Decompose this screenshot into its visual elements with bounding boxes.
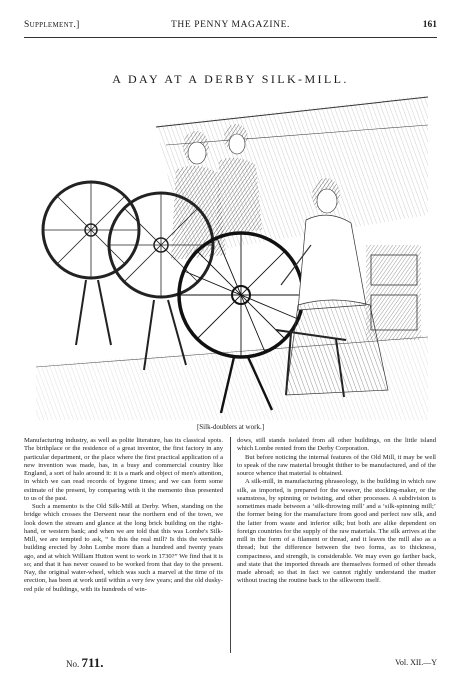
issue-number-label: No. (66, 659, 80, 669)
paragraph-windows: dows, still stands isolated from all other buildings, on the little island which Lombe rented from the Derby Corporation. (237, 437, 436, 453)
paragraph-manufacturing: Manufacturing industry, as well as polite literature, has its classical spots. The birthplace or the residence of a great inventor, the first factory in any particular department, or the place where the first practical application of a new invention was made, has, in a busy and commercial country like England, a sort of halo around it: it is a mark and object of men's attention, in which we can read records of bygone times; and we can form some estimate of the present, by comparing with it the memento thus presented to us of the past. (24, 437, 223, 502)
page-footer (24, 655, 437, 671)
page-header (24, 20, 437, 34)
issue-number-value: 711. (81, 655, 104, 670)
page-number: 161 (422, 20, 437, 30)
supplement-label: Supplement.] (24, 20, 80, 30)
paragraph-memento: Such a memento is the Old Silk-Mill at Derby. When, standing on the bridge which crosses the Derwent near the northern end of the town, we look down the stream and glance at the long brick building on the right-hand, or western bank; and when we are told that this was Lombe's Silk-Mill, we are tempted to ask, “ Is this the real mill? Is this the veritable building erected by John Lombe more than a hundred and twenty years ago, and at which William Hutton went to work in 1730?” We find that it is so; and that it has never ceased to be worked from that day to the present. Nay, the original water-wheel, which was such a marvel at the time of its erection, has been at work until within a very few years; and the old dusky-red pile of buildings, with its hundreds of win- (24, 503, 223, 593)
paragraph-raw-material: But before noticing the internal features of the Old Mill, it may be well to speak of the raw material brought thither to be manufactured, and of the source whence that material is obtained. (237, 453, 436, 477)
article-title: A DAY AT A DERBY SILK-MILL. (112, 72, 349, 86)
volume-label: Vol. XII.—Y (395, 658, 437, 667)
column-divider (230, 437, 231, 653)
issue-number (66, 655, 104, 671)
header-rule (24, 37, 437, 38)
magazine-title: THE PENNY MAGAZINE. (171, 20, 290, 30)
paragraph-silk-mill: A silk-mill, in manufacturing phraseology, is the building in which raw silk, as imported, is prepared for the weaver, the stocking-maker, or the seamstress, by spinning or twisting, and other processes. A subdivision is sometimes made between a ‘silk-throwing mill’ and a ‘silk-spinning mill;’ the former being for the manufacture from good and perfect raw silk, and the latter from waste and inferior silk; but both are alike dependent on foreign countries for the supply of the raw materials. The silk arrives at the mill in the form of a filament or thread, and it leaves the mill also as a thread; but the difference between the two forms, as to thickness, compactness, and strength, is considerable. We may even go farther back, and state that the imported threads are themselves formed of other threads made abroad; so that in fact we cannot rightly understand the matter without tracing the routine back to the silkworm itself. (237, 478, 436, 585)
silk-doublers-engraving (36, 95, 428, 420)
right-column (237, 437, 436, 586)
figure-caption: [Silk-doublers at work.] (196, 423, 265, 431)
left-column (24, 437, 223, 594)
